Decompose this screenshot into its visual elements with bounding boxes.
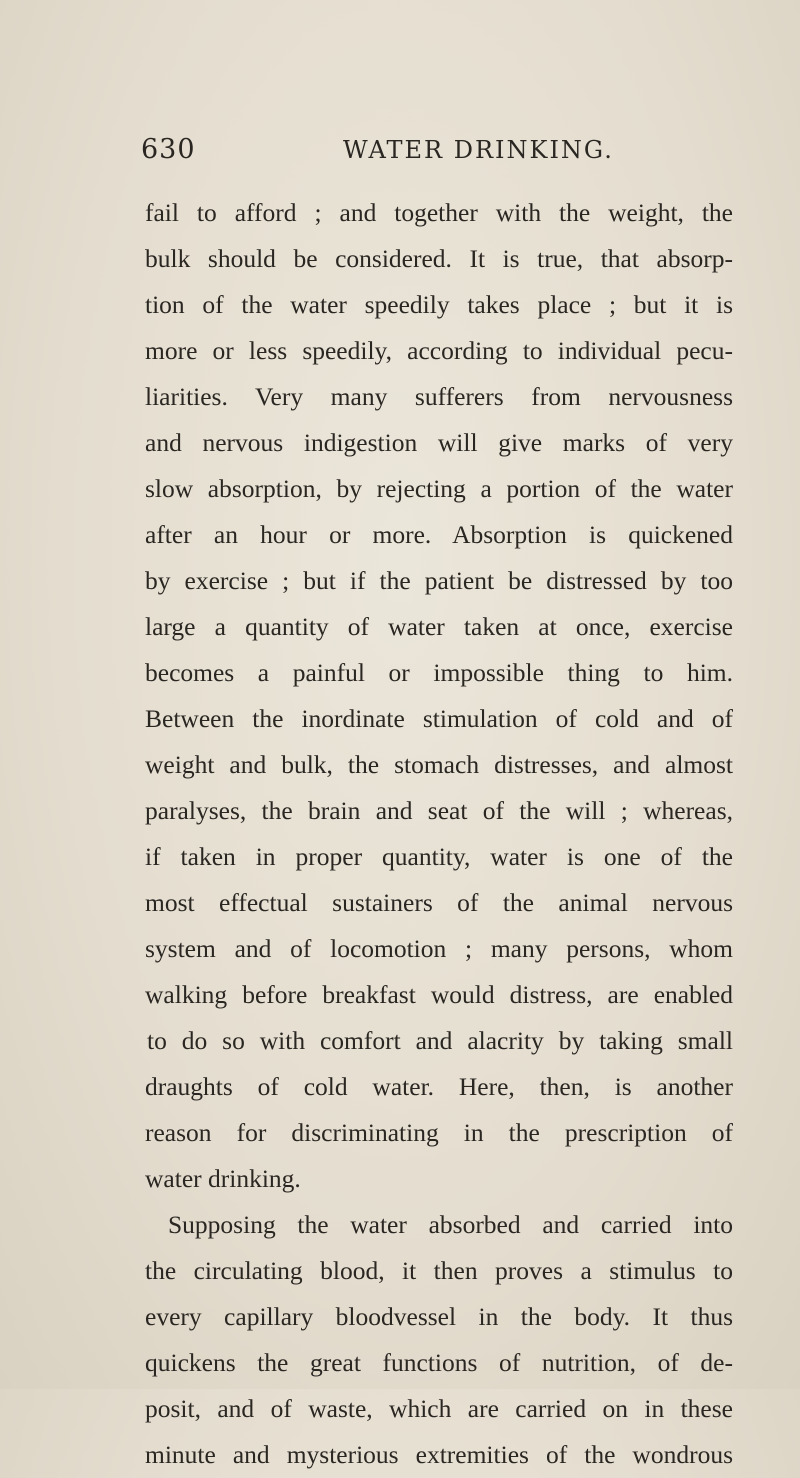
text-line: paralyses, the brain and seat of the will ; whereas, (145, 796, 733, 825)
text-line: by exercise ; but if the patient be distressed by too (145, 566, 733, 595)
text-line: walking before breakfast would distress, are enabled (145, 980, 733, 1009)
text-line: the circulating blood, it then proves a stimulus to (145, 1256, 733, 1285)
text-line: after an hour or more. Absorption is quickened (145, 520, 733, 549)
text-line: minute and mysterious extremities of the wondrous (145, 1440, 733, 1469)
text-line: tion of the water speedily takes place ; but it is (145, 290, 733, 319)
text-line: more or less speedily, according to individual pecu- (145, 336, 733, 365)
text-line: large a quantity of water taken at once, exercise (145, 612, 733, 641)
text-line: bulk should be considered. It is true, that absorp- (145, 244, 733, 273)
text-line: liarities. Very many sufferers from nervousness (145, 382, 733, 411)
text-line: system and of locomotion ; many persons, whom (145, 934, 733, 963)
text-line: every capillary bloodvessel in the body. It thus (145, 1302, 733, 1331)
text-line: to do so with comfort and alacrity by taking small (147, 1026, 733, 1055)
text-line: Between the inordinate stimulation of cold and of (145, 704, 733, 733)
running-head: WATER DRINKING. (343, 136, 614, 164)
text-line: most effectual sustainers of the animal nervous (145, 888, 733, 917)
text-line: reason for discriminating in the prescription of (145, 1118, 733, 1147)
page-header (0, 134, 800, 174)
text-line: Supposing the water absorbed and carried into (168, 1210, 733, 1239)
text-line: quickens the great functions of nutrition, of de- (145, 1348, 733, 1377)
text-line: water drinking. (145, 1164, 301, 1193)
body-text (145, 190, 733, 1478)
text-line: weight and bulk, the stomach distresses, and almost (145, 750, 733, 779)
text-line: becomes a painful or impossible thing to him. (145, 658, 733, 687)
text-line: fail to afford ; and together with the weight, the (145, 198, 733, 227)
text-line: slow absorption, by rejecting a portion of the water (145, 474, 733, 503)
text-line: draughts of cold water. Here, then, is another (145, 1072, 733, 1101)
text-line: if taken in proper quantity, water is one of the (145, 842, 733, 871)
text-line: posit, and of waste, which are carried on in these (145, 1394, 733, 1423)
page-number: 630 (141, 134, 196, 165)
text-line: and nervous indigestion will give marks of very (145, 428, 733, 457)
